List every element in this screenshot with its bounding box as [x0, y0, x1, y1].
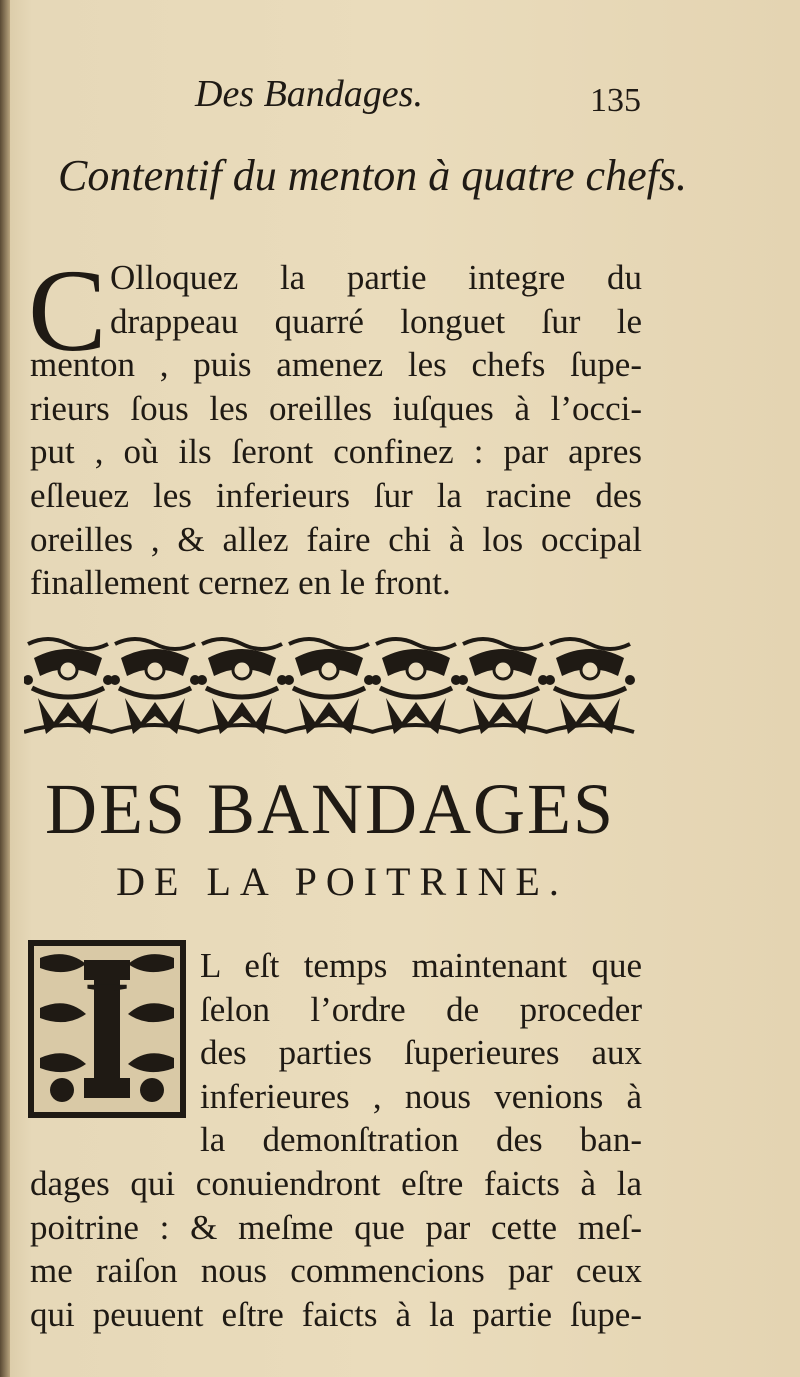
text-line: finallement cernez en le front.: [30, 563, 451, 603]
page-number: 135: [590, 82, 641, 119]
chapter-title: DES BANDAGES: [44, 769, 616, 849]
paragraph-chest-intro: [30, 944, 642, 1336]
chapter-subtitle: DE LA POITRINE.: [116, 859, 568, 904]
text-line: eſleuez les inferieurs ſur la racine des: [30, 475, 642, 515]
text-line: des parties ſuperieures aux: [200, 1033, 642, 1073]
paragraph-chin-bandage: [30, 256, 642, 605]
text-line: me raiſon nous commencions par ceux: [30, 1251, 642, 1291]
text-line: menton , puis amenez les chefs ſupe-: [30, 345, 642, 385]
running-header: [0, 62, 800, 122]
text-line: L eſt temps maintenant que: [200, 946, 642, 985]
text-line: drappeau quarré longuet ſur le: [110, 301, 642, 341]
text-line: oreilles , & allez faire chi à los occipal: [30, 519, 642, 559]
text-line: ſelon l’ordre de proceder: [200, 989, 642, 1029]
text-line: poitrine : & meſme que par cette meſ-: [30, 1207, 642, 1247]
text-line: rieurs ſous les oreilles iuſques à l’occi-: [30, 388, 642, 428]
text-line: inferieures , nous venions à: [200, 1076, 642, 1116]
text-line: dages qui conuiendront eſtre faicts à la: [30, 1163, 642, 1203]
section-heading: Contentif du menton à quatre chefs.: [58, 151, 687, 200]
running-title: Des Bandages.: [195, 73, 423, 115]
initial-letter-glyph: I: [82, 950, 132, 1116]
text-line: put , où ils ſeront confinez : par apres: [30, 432, 642, 472]
text-line: qui peuuent eſtre faicts à la partie ſupe-: [30, 1294, 642, 1334]
page-edge-shadow: [0, 0, 10, 1377]
drop-cap: C: [28, 245, 107, 376]
text-line: la demonſtration des ban-: [200, 1120, 642, 1160]
ornamental-band: [24, 636, 636, 740]
text-line: Olloquez la partie integre du: [110, 258, 642, 297]
